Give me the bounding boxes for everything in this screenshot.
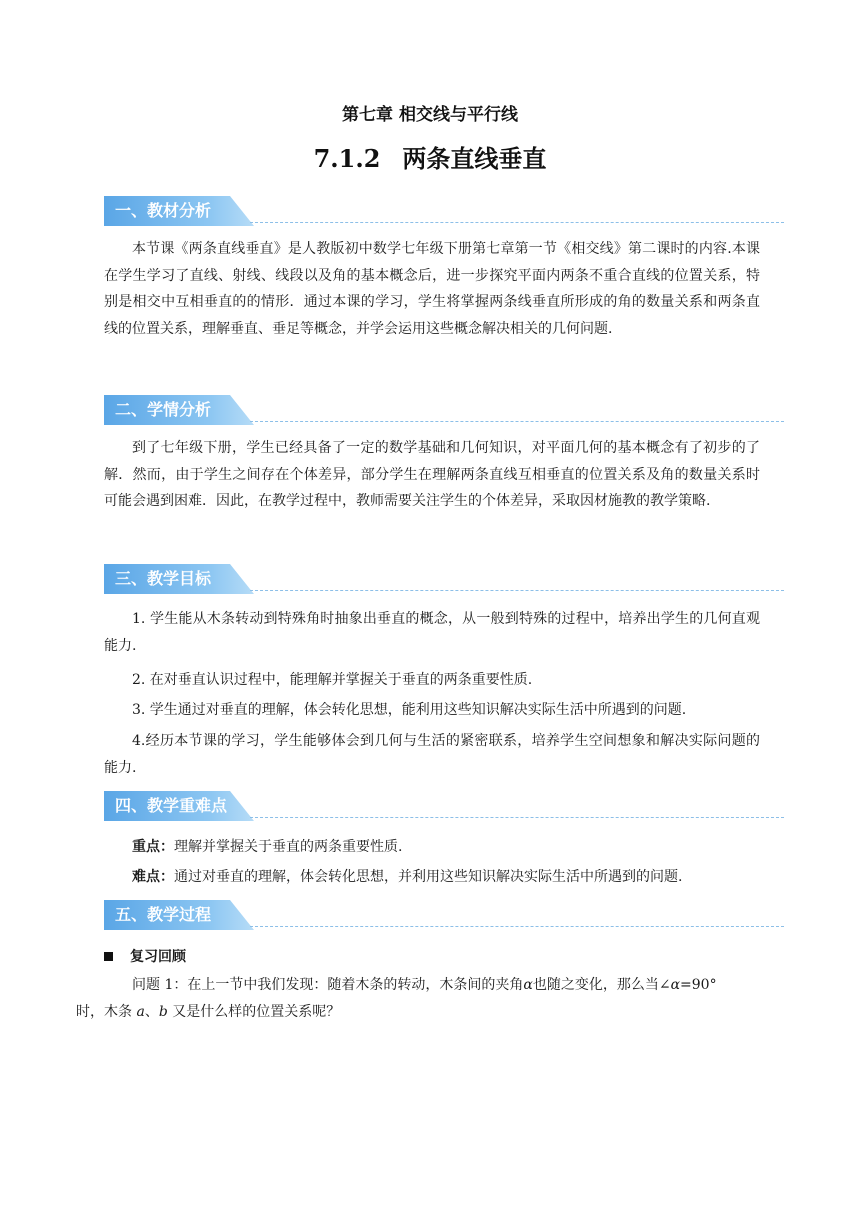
objective-item-3: 3. 学生通过对垂直的理解，体会转化思想，能利用这些知识解决实际生活中所遇到的问题. [132,702,687,718]
section-header-teaching-objectives: 三、教学目标 [104,563,784,595]
section-header-teaching-process: 五、教学过程 [104,899,784,931]
question-1-paragraph: 问题 1：在上一节中我们发现：随着木条的转动，木条间的夹角α也随之变化，那么当∠α=90° 时，木条 a、b 又是什么样的位置关系呢？ [76,977,717,1020]
textbook-analysis-paragraph: 本节课《两条直线垂直》是人教版初中数学七年级下册第七章第一节《相交线》第二课时的内容.本课在学生学习了直线、射线、线段以及角的基本概念后，进一步探究平面内两条不重合直线的位置关系，特别是相交中互相垂直的的情形．通过本课的学习，学生将掌握两条线垂直所形成的角的数量关系和两条直线的位置关系，理解垂直、垂足等概念，并学会运用这些概念解决相关的几何问题. [104,241,760,337]
objective-item-2: 2. 在对垂直认识过程中，能理解并掌握关于垂直的两条重要性质. [132,672,533,688]
square-bullet-icon [104,952,113,961]
key-point-line: 重点：理解并掌握关于垂直的两条重要性质. [132,839,403,855]
lesson-number: 7.1.2 [313,144,381,173]
difficult-point-label: 难点： [132,869,174,885]
lesson-title [0,142,860,176]
section-header-student-analysis: 二、学情分析 [104,394,784,426]
section-header-key-points: 四、教学重难点 [104,790,784,822]
chapter-title: 第七章 相交线与平行线 [342,105,518,125]
section-header-textbook-analysis: 一、教材分析 [104,195,784,227]
objective-item-1: 1. 学生能从木条转动到特殊角时抽象出垂直的概念，从一般到特殊的过程中，培养出学生的几何直观能力. [104,611,760,654]
objective-item-4: 4.经历本节课的学习，学生能够体会到几何与生活的紧密联系，培养学生空间想象和解决实际问题的能力. [104,733,760,776]
review-subheading: 复习回顾 [104,945,760,969]
key-point-label: 重点： [132,839,174,855]
student-analysis-paragraph: 到了七年级下册，学生已经具备了一定的数学基础和几何知识，对平面几何的基本概念有了初步的了解．然而，由于学生之间存在个体差异，部分学生在理解两条直线互相垂直的位置关系及角的数量关系时可能会遇到困难．因此，在教学过程中，教师需要关注学生的个体差异，采取因材施教的教学策略. [104,440,760,510]
lesson-name: 两条直线垂直 [402,144,547,173]
difficult-point-line: 难点：通过对垂直的理解，体会转化思想，并利用这些知识解决实际生活中所遇到的问题. [132,869,683,885]
